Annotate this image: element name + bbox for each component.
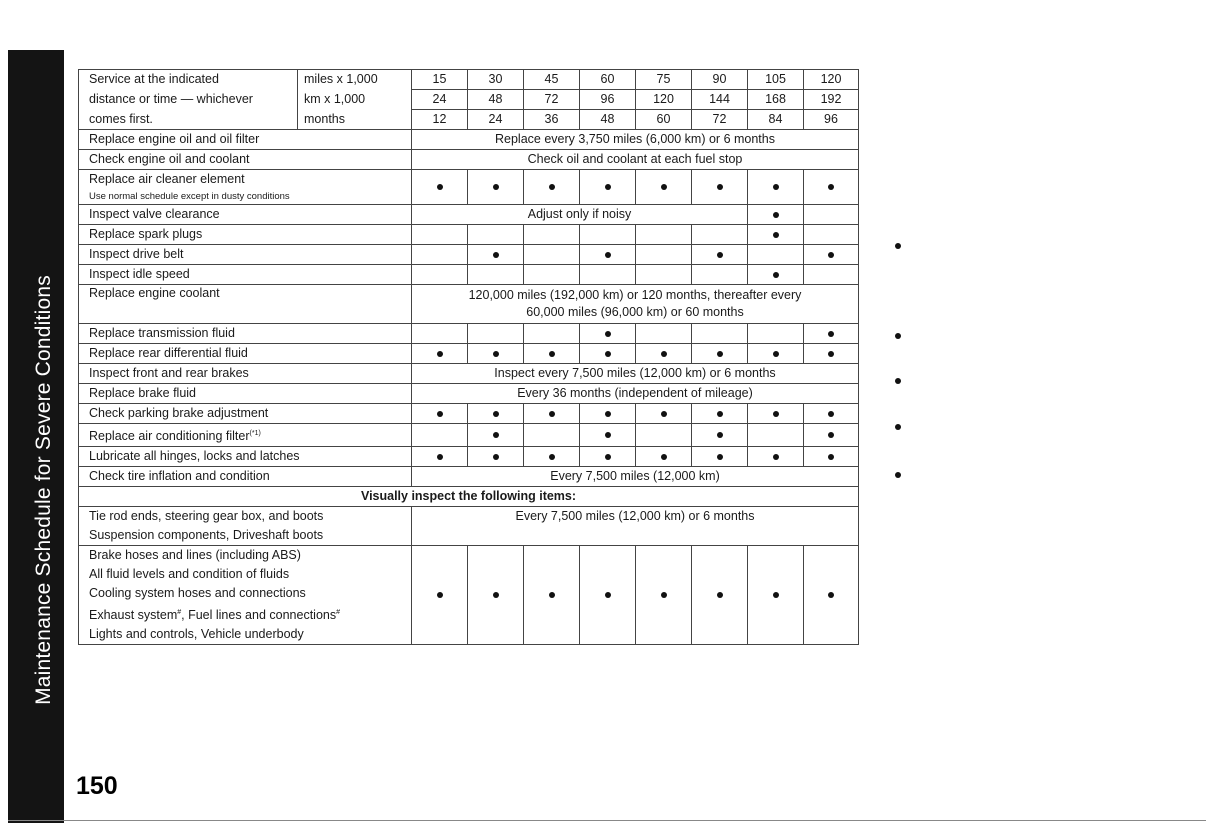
- empty-cell: [468, 324, 524, 344]
- filled-circle-icon: [493, 184, 499, 190]
- row-transmission-fluid: [79, 324, 859, 344]
- service-dot: [748, 205, 804, 225]
- service-dot: [804, 447, 859, 467]
- bullet-icon: [895, 243, 901, 249]
- empty-cell: [748, 424, 804, 447]
- filled-circle-icon: [773, 272, 779, 278]
- filled-circle-icon: [605, 454, 611, 460]
- empty-cell: [692, 265, 748, 285]
- service-dot: [580, 546, 636, 645]
- item-label: All fluid levels and condition of fluids: [79, 565, 412, 584]
- interval-miles: 75: [636, 70, 692, 90]
- service-dot: [580, 424, 636, 447]
- bullet-icon: [895, 333, 901, 339]
- service-dot: [748, 404, 804, 424]
- service-dot: [468, 447, 524, 467]
- filled-circle-icon: [773, 454, 779, 460]
- empty-cell: [524, 225, 580, 245]
- row-brake-hoses: [79, 546, 859, 566]
- interval-months: 36: [524, 110, 580, 130]
- service-dot: [580, 344, 636, 364]
- header-label: distance or time — whichever: [79, 90, 298, 110]
- interval-km: 48: [468, 90, 524, 110]
- row-hinges: [79, 447, 859, 467]
- service-dot: [524, 170, 580, 205]
- empty-cell: [636, 424, 692, 447]
- item-label: Inspect valve clearance: [79, 205, 412, 225]
- item-label: Brake hoses and lines (including ABS): [79, 546, 412, 566]
- interval-note: Adjust only if noisy: [412, 205, 748, 225]
- filled-circle-icon: [661, 411, 667, 417]
- interval-months: 84: [748, 110, 804, 130]
- filled-circle-icon: [828, 432, 834, 438]
- filled-circle-icon: [605, 252, 611, 258]
- empty-cell: [524, 245, 580, 265]
- row-idle-speed: [79, 265, 859, 285]
- empty-cell: [804, 225, 859, 245]
- row-engine-oil: [79, 130, 859, 150]
- filled-circle-icon: [605, 592, 611, 598]
- bullet-icon: [895, 378, 901, 384]
- item-label: Inspect idle speed: [79, 265, 412, 285]
- filled-circle-icon: [773, 232, 779, 238]
- filled-circle-icon: [828, 331, 834, 337]
- bottom-rule: [8, 820, 1206, 821]
- filled-circle-icon: [828, 592, 834, 598]
- empty-cell: [468, 265, 524, 285]
- unit-km: km x 1,000: [298, 90, 412, 110]
- interval-months: 12: [412, 110, 468, 130]
- filled-circle-icon: [717, 411, 723, 417]
- service-dot: [580, 324, 636, 344]
- service-dot: [692, 424, 748, 447]
- footnote-mark: (*1): [249, 430, 261, 437]
- service-dot: [692, 344, 748, 364]
- service-dot: [636, 404, 692, 424]
- section-tab: [8, 50, 64, 823]
- item-label: Lights and controls, Vehicle underbody: [79, 625, 412, 645]
- service-dot: [580, 170, 636, 205]
- item-label: Check parking brake adjustment: [79, 404, 412, 424]
- filled-circle-icon: [549, 592, 555, 598]
- service-dot: [748, 344, 804, 364]
- filled-circle-icon: [717, 252, 723, 258]
- interval-miles: 15: [412, 70, 468, 90]
- filled-circle-icon: [828, 454, 834, 460]
- interval-months: 24: [468, 110, 524, 130]
- header-label: comes first.: [79, 110, 298, 130]
- filled-circle-icon: [437, 351, 443, 357]
- service-dot: [748, 546, 804, 645]
- empty-cell: [748, 245, 804, 265]
- row-tie-rod: [79, 507, 859, 527]
- item-label: Replace engine coolant: [79, 285, 412, 324]
- item-label: Tie rod ends, steering gear box, and boots: [79, 507, 412, 527]
- filled-circle-icon: [828, 411, 834, 417]
- filled-circle-icon: [493, 592, 499, 598]
- interval-note: Replace every 3,750 miles (6,000 km) or 6 months: [412, 130, 859, 150]
- item-label: Inspect drive belt: [79, 245, 412, 265]
- section-title: Maintenance Schedule for Severe Conditions: [32, 275, 55, 705]
- row-parking-brake: [79, 404, 859, 424]
- row-brake-fluid: [79, 384, 859, 404]
- empty-cell: [692, 225, 748, 245]
- item-label: Check engine oil and coolant: [79, 150, 412, 170]
- interval-note: Every 36 months (independent of mileage): [412, 384, 859, 404]
- row-engine-coolant: [79, 285, 859, 324]
- filled-circle-icon: [828, 184, 834, 190]
- empty-cell: [412, 265, 468, 285]
- interval-km: 168: [748, 90, 804, 110]
- empty-cell: [524, 265, 580, 285]
- service-dot: [412, 447, 468, 467]
- filled-circle-icon: [773, 184, 779, 190]
- empty-cell: [580, 225, 636, 245]
- filled-circle-icon: [493, 252, 499, 258]
- filled-circle-icon: [493, 411, 499, 417]
- item-note: Use normal schedule except in dusty conditions: [79, 189, 412, 205]
- interval-months: 72: [692, 110, 748, 130]
- filled-circle-icon: [437, 592, 443, 598]
- interval-note: Inspect every 7,500 miles (12,000 km) or 6 months: [412, 364, 859, 384]
- empty-cell: [636, 265, 692, 285]
- service-dot: [692, 546, 748, 645]
- filled-circle-icon: [661, 351, 667, 357]
- item-label: [79, 424, 412, 447]
- item-label: Replace spark plugs: [79, 225, 412, 245]
- service-dot: [804, 546, 859, 645]
- header-row-km: [79, 90, 859, 110]
- bullet-icon: [895, 472, 901, 478]
- service-dot: [692, 170, 748, 205]
- service-dot: [804, 424, 859, 447]
- service-dot: [804, 344, 859, 364]
- interval-note-line: 120,000 miles (192,000 km) or 120 months, thereafter every: [468, 288, 802, 302]
- row-ac-filter: [79, 424, 859, 447]
- unit-miles: miles x 1,000: [298, 70, 412, 90]
- item-label: Replace rear differential fluid: [79, 344, 412, 364]
- interval-note: Check oil and coolant at each fuel stop: [412, 150, 859, 170]
- interval-note: Every 7,500 miles (12,000 km) or 6 months: [412, 507, 859, 546]
- service-dot: [748, 447, 804, 467]
- interval-miles: 30: [468, 70, 524, 90]
- interval-km: 24: [412, 90, 468, 110]
- filled-circle-icon: [773, 212, 779, 218]
- row-visual-band: [79, 487, 859, 507]
- interval-note: Every 7,500 miles (12,000 km): [412, 467, 859, 487]
- filled-circle-icon: [717, 592, 723, 598]
- row-check-oil: [79, 150, 859, 170]
- interval-km: 72: [524, 90, 580, 110]
- interval-miles: 60: [580, 70, 636, 90]
- service-dot: [468, 424, 524, 447]
- empty-cell: [524, 324, 580, 344]
- interval-months: 96: [804, 110, 859, 130]
- item-label: Suspension components, Driveshaft boots: [79, 526, 412, 546]
- item-label: Replace air cleaner element: [79, 170, 412, 190]
- empty-cell: [412, 424, 468, 447]
- filled-circle-icon: [437, 411, 443, 417]
- item-label: Replace brake fluid: [79, 384, 412, 404]
- interval-miles: 105: [748, 70, 804, 90]
- item-label-text: Replace air conditioning filter: [89, 429, 250, 444]
- service-dot: [692, 447, 748, 467]
- filled-circle-icon: [661, 184, 667, 190]
- row-brakes: [79, 364, 859, 384]
- item-label: Replace engine oil and oil filter: [79, 130, 412, 150]
- filled-circle-icon: [717, 454, 723, 460]
- header-row-months: [79, 110, 859, 130]
- filled-circle-icon: [437, 454, 443, 460]
- item-label-text: Exhaust system: [89, 608, 178, 623]
- filled-circle-icon: [661, 592, 667, 598]
- service-dot: [636, 344, 692, 364]
- service-dot: [748, 170, 804, 205]
- unit-months: months: [298, 110, 412, 130]
- row-drive-belt: [79, 245, 859, 265]
- service-dot: [412, 344, 468, 364]
- service-dot: [580, 245, 636, 265]
- filled-circle-icon: [549, 454, 555, 460]
- filled-circle-icon: [605, 331, 611, 337]
- header-label: Service at the indicated: [79, 70, 298, 90]
- service-dot: [524, 404, 580, 424]
- service-dot: [412, 404, 468, 424]
- service-dot: [580, 447, 636, 467]
- service-dot: [468, 245, 524, 265]
- visual-inspect-heading: Visually inspect the following items:: [79, 487, 859, 507]
- filled-circle-icon: [493, 351, 499, 357]
- filled-circle-icon: [661, 454, 667, 460]
- service-dot: [468, 404, 524, 424]
- row-air-cleaner: [79, 170, 859, 190]
- interval-months: 60: [636, 110, 692, 130]
- interval-miles: 45: [524, 70, 580, 90]
- interval-note-line: 60,000 miles (96,000 km) or 60 months: [526, 305, 744, 319]
- item-label-text: , Fuel lines and connections: [181, 608, 337, 623]
- item-label: [79, 603, 412, 625]
- filled-circle-icon: [549, 411, 555, 417]
- service-dot: [804, 404, 859, 424]
- interval-months: 48: [580, 110, 636, 130]
- empty-cell: [692, 324, 748, 344]
- bullet-icon: [895, 424, 901, 430]
- item-label: Check tire inflation and condition: [79, 467, 412, 487]
- service-dot: [524, 344, 580, 364]
- filled-circle-icon: [773, 592, 779, 598]
- service-dot: [748, 265, 804, 285]
- filled-circle-icon: [717, 184, 723, 190]
- interval-km: 120: [636, 90, 692, 110]
- service-dot: [804, 170, 859, 205]
- interval-miles: 90: [692, 70, 748, 90]
- filled-circle-icon: [605, 184, 611, 190]
- filled-circle-icon: [717, 432, 723, 438]
- filled-circle-icon: [828, 351, 834, 357]
- service-dot: [804, 324, 859, 344]
- service-dot: [468, 344, 524, 364]
- page-number: 150: [76, 772, 118, 800]
- service-dot: [468, 546, 524, 645]
- filled-circle-icon: [549, 184, 555, 190]
- empty-cell: [468, 225, 524, 245]
- item-label: Lubricate all hinges, locks and latches: [79, 447, 412, 467]
- empty-cell: [412, 225, 468, 245]
- interval-km: 192: [804, 90, 859, 110]
- service-dot: [636, 170, 692, 205]
- interval-miles: 120: [804, 70, 859, 90]
- service-dot: [748, 225, 804, 245]
- filled-circle-icon: [605, 432, 611, 438]
- interval-km: 144: [692, 90, 748, 110]
- service-dot: [804, 245, 859, 265]
- filled-circle-icon: [828, 252, 834, 258]
- filled-circle-icon: [773, 351, 779, 357]
- filled-circle-icon: [605, 351, 611, 357]
- empty-cell: [636, 245, 692, 265]
- row-tires: [79, 467, 859, 487]
- empty-cell: [804, 265, 859, 285]
- empty-cell: [524, 424, 580, 447]
- interval-km: 96: [580, 90, 636, 110]
- item-label: Replace transmission fluid: [79, 324, 412, 344]
- footnote-mark: #: [336, 609, 341, 617]
- interval-note: [412, 285, 859, 324]
- empty-cell: [748, 324, 804, 344]
- service-dot: [524, 447, 580, 467]
- service-dot: [412, 546, 468, 645]
- footnote-mark: #: [177, 609, 182, 617]
- empty-cell: [804, 205, 859, 225]
- empty-cell: [580, 265, 636, 285]
- filled-circle-icon: [717, 351, 723, 357]
- empty-cell: [636, 324, 692, 344]
- filled-circle-icon: [773, 411, 779, 417]
- empty-cell: [636, 225, 692, 245]
- header-row-miles: [79, 70, 859, 90]
- filled-circle-icon: [493, 454, 499, 460]
- item-label: Cooling system hoses and connections: [79, 584, 412, 603]
- row-valve-clearance: [79, 205, 859, 225]
- empty-cell: [412, 324, 468, 344]
- item-label: Inspect front and rear brakes: [79, 364, 412, 384]
- maintenance-schedule-table: [78, 69, 859, 645]
- service-dot: [636, 546, 692, 645]
- empty-cell: [412, 245, 468, 265]
- service-dot: [692, 245, 748, 265]
- filled-circle-icon: [605, 411, 611, 417]
- filled-circle-icon: [493, 432, 499, 438]
- filled-circle-icon: [549, 351, 555, 357]
- service-dot: [412, 170, 468, 205]
- row-rear-differential: [79, 344, 859, 364]
- service-dot: [580, 404, 636, 424]
- service-dot: [524, 546, 580, 645]
- service-dot: [468, 170, 524, 205]
- service-dot: [692, 404, 748, 424]
- row-spark-plugs: [79, 225, 859, 245]
- filled-circle-icon: [437, 184, 443, 190]
- service-dot: [636, 447, 692, 467]
